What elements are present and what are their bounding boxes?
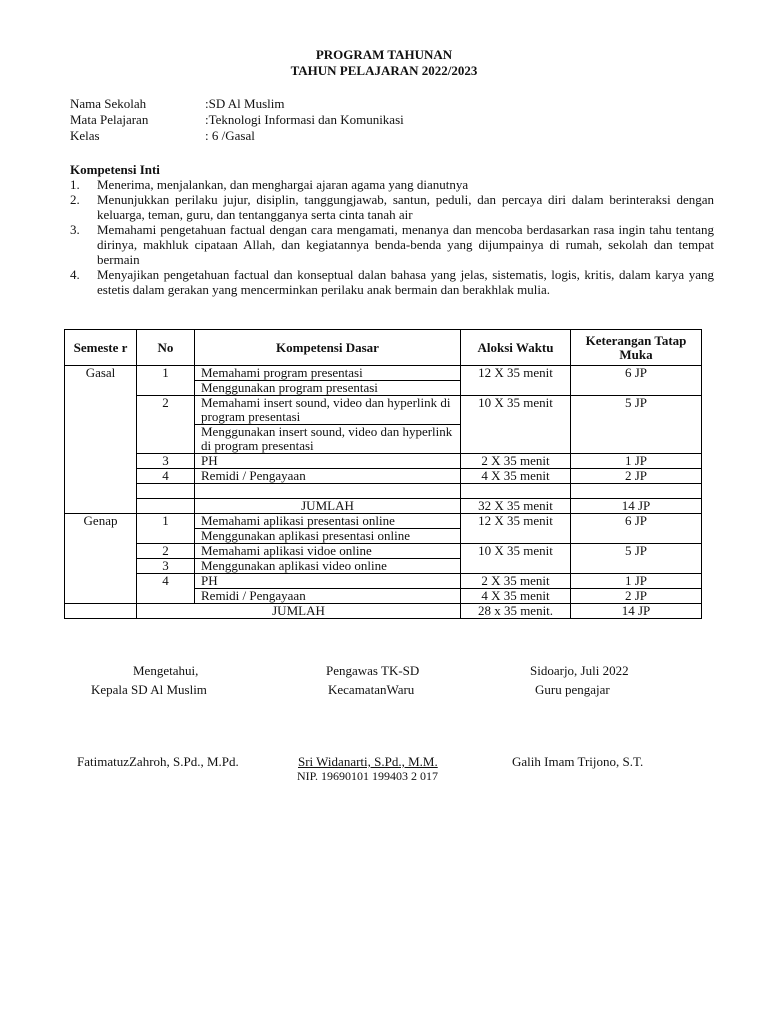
no-cell: 4 <box>137 469 195 484</box>
info-row-subject <box>70 112 404 128</box>
table-total-row <box>65 604 702 619</box>
aloksi-cell: 12 X 35 menit <box>461 366 571 396</box>
info-value: : 6 /Gasal <box>205 128 255 143</box>
info-value: :SD Al Muslim <box>205 96 285 111</box>
empty-cell <box>137 499 195 514</box>
signature-right-line1: Sidoarjo, Juli 2022 <box>530 663 629 678</box>
total-ket: 14 JP <box>571 499 702 514</box>
signature-right-line2: Guru pengajar <box>535 682 610 697</box>
aloksi-cell: 10 X 35 menit <box>461 396 571 454</box>
table-row <box>65 469 702 484</box>
semester-cell: Gasal <box>65 366 137 514</box>
kd-cell: Memahami program presentasi <box>195 366 461 381</box>
signature-middle-line1: Pengawas TK-SD <box>326 663 420 678</box>
list-number: 1. <box>70 177 80 192</box>
table-row <box>65 454 702 469</box>
col-header-keterangan: Keterangan Tatap Muka <box>571 330 702 366</box>
table-row <box>65 574 702 589</box>
list-number: 4. <box>70 267 80 282</box>
signature-left-line2: Kepala SD Al Muslim <box>91 682 207 697</box>
col-header-no: No <box>137 330 195 366</box>
no-cell: 4 <box>137 574 195 604</box>
signature-middle-nip: NIP. 19690101 199403 2 017 <box>297 769 439 783</box>
info-label: Nama Sekolah <box>70 96 147 111</box>
list-item <box>70 267 714 297</box>
no-cell: 1 <box>137 514 195 544</box>
info-row-class <box>70 128 404 144</box>
program-table <box>64 329 702 619</box>
empty-cell <box>571 484 702 499</box>
kd-cell: Memahami aplikasi presentasi online <box>195 514 461 529</box>
info-label: Kelas <box>70 128 100 143</box>
ket-cell: 1 JP <box>571 454 702 469</box>
kd-cell: Remidi / Pengayaan <box>195 589 461 604</box>
info-label: Mata Pelajaran <box>70 112 149 127</box>
info-row-school <box>70 96 404 112</box>
no-cell: 2 <box>137 396 195 454</box>
ket-cell: 5 JP <box>571 396 702 454</box>
no-cell: 2 <box>137 544 195 559</box>
ket-cell: 6 JP <box>571 514 702 544</box>
empty-cell <box>137 484 195 499</box>
kd-cell: PH <box>195 574 461 589</box>
list-number: 3. <box>70 222 80 237</box>
total-label: JUMLAH <box>137 604 461 619</box>
ket-cell: 1 JP <box>571 574 702 589</box>
aloksi-cell: 4 X 35 menit <box>461 469 571 484</box>
aloksi-cell: 10 X 35 menit <box>461 544 571 574</box>
kd-cell: Menggunakan program presentasi <box>195 381 461 396</box>
kompetensi-inti-heading: Kompetensi Inti <box>70 162 160 177</box>
col-header-kompetensi-dasar: Kompetensi Dasar <box>195 330 461 366</box>
table-row <box>65 396 702 425</box>
signature-right-name: Galih Imam Trijono, S.T. <box>512 754 644 769</box>
no-cell: 3 <box>137 559 195 574</box>
table-row <box>65 544 702 559</box>
ket-cell: 5 JP <box>571 544 702 574</box>
ket-cell: 2 JP <box>571 589 702 604</box>
semester-cell: Genap <box>65 514 137 604</box>
table-row-empty <box>65 484 702 499</box>
kd-cell: Remidi / Pengayaan <box>195 469 461 484</box>
list-text: Memahami pengetahuan factual dengan cara mengamati, menanya dan mencoba berdasarkan rasa ingin tahu tentang dirinya, makhluk cipataan Allah, dan kegiatannya benda-benda yang dijumpainya di rumah, sekolah dan tempat bermain <box>97 222 714 267</box>
empty-cell <box>461 484 571 499</box>
identity-block <box>70 96 404 144</box>
table-row <box>65 514 702 529</box>
list-number: 2. <box>70 192 80 207</box>
table-total-row <box>65 499 702 514</box>
document-title: PROGRAM TAHUNAN <box>315 47 453 62</box>
info-value: :Teknologi Informasi dan Komunikasi <box>205 112 404 127</box>
list-text: Menunjukkan perilaku jujur, disiplin, tanggungjawab, santun, peduli, dan percaya diri dalam berinteraksi dengan keluarga, teman, guru, dan tentangganya serta cinta tanah air <box>97 192 714 222</box>
kd-cell: Memahami aplikasi vidoe online <box>195 544 461 559</box>
no-cell: 3 <box>137 454 195 469</box>
empty-cell <box>65 604 137 619</box>
aloksi-cell: 2 X 35 menit <box>461 454 571 469</box>
signature-middle-name: Sri Widanarti, S.Pd., M.M. <box>298 754 438 769</box>
kd-cell: Menggunakan aplikasi presentasi online <box>195 529 461 544</box>
table-row <box>65 366 702 381</box>
kompetensi-inti-list <box>70 177 714 297</box>
signature-left-name: FatimatuzZahroh, S.Pd., M.Pd. <box>77 754 239 769</box>
document-subtitle: TAHUN PELAJARAN 2022/2023 <box>290 63 478 78</box>
total-aloksi: 32 X 35 menit <box>461 499 571 514</box>
total-label: JUMLAH <box>195 499 461 514</box>
signature-left-line1: Mengetahui, <box>133 663 199 678</box>
aloksi-cell: 2 X 35 menit <box>461 574 571 589</box>
total-aloksi: 28 x 35 menit. <box>461 604 571 619</box>
list-item <box>70 192 714 222</box>
ket-cell: 6 JP <box>571 366 702 396</box>
list-text: Menyajikan pengetahuan factual dan konseptual dalan bahasa yang jelas, sistematis, logis, kritis, dalam karya yang estetis dalam gerakan yang mencerminkan perilaku anak bermain dan berakhlak mulia. <box>97 267 714 297</box>
kd-cell: PH <box>195 454 461 469</box>
empty-cell <box>195 484 461 499</box>
ket-cell: 2 JP <box>571 469 702 484</box>
list-text: Menerima, menjalankan, dan menghargai ajaran agama yang dianutnya <box>97 177 469 192</box>
aloksi-cell: 4 X 35 menit <box>461 589 571 604</box>
kd-cell: Menggunakan insert sound, video dan hyperlink di program presentasi <box>195 425 461 454</box>
signature-middle-line2: KecamatanWaru <box>328 682 415 697</box>
col-header-semester: Semeste r <box>65 330 137 366</box>
list-item <box>70 222 714 267</box>
kd-cell: Memahami insert sound, video dan hyperlink di program presentasi <box>195 396 461 425</box>
no-cell: 1 <box>137 366 195 396</box>
table-header-row <box>65 330 702 366</box>
kd-cell: Menggunakan aplikasi video online <box>195 559 461 574</box>
total-ket: 14 JP <box>571 604 702 619</box>
col-header-aloksi-waktu: Aloksi Waktu <box>461 330 571 366</box>
aloksi-cell: 12 X 35 menit <box>461 514 571 544</box>
list-item <box>70 177 714 192</box>
